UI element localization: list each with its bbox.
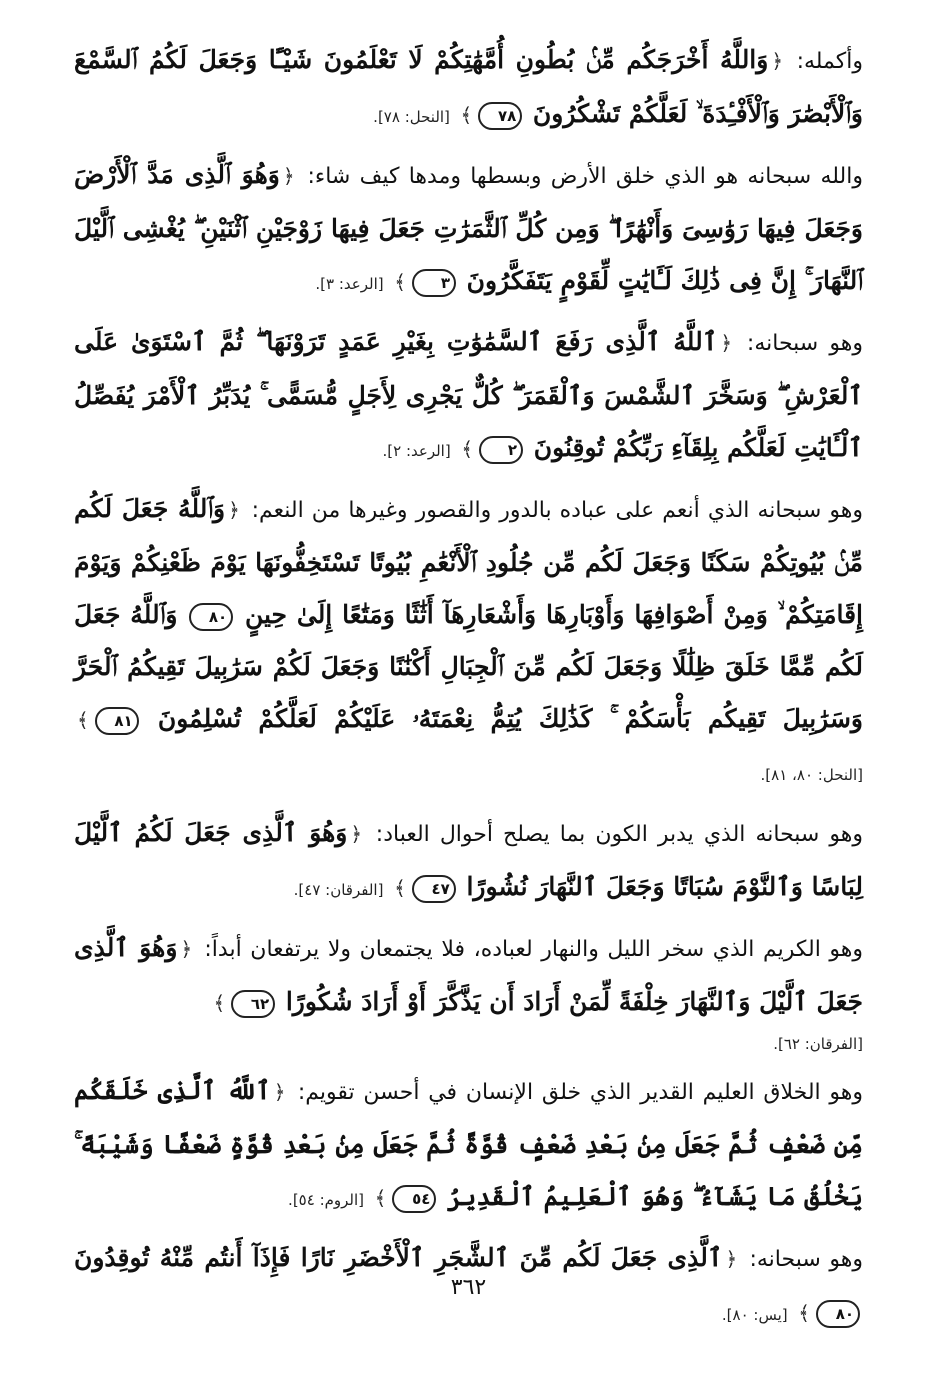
verse-reference: [يس: ٨٠]. — [721, 1306, 788, 1324]
verse-open-ornament: ﴿ — [228, 498, 240, 522]
verse-reference: [النحل: ٨٠، ٨١]. — [760, 766, 863, 784]
quran-verse: ٱللَّهُ ٱلَّذِى رَفَعَ ٱلسَّمَٰوَٰتِ بِغَيْرِ عَمَدٍ تَرَوْنَهَا ۖ ثُمَّ ٱسْتَوَىٰ عَلَى ٱلْعَرْشِ ۖ وَسَخَّرَ ٱلشَّمْسَ وَٱلْقَمَرَ ۖ كُلٌّ يَجْرِى لِأَجَلٍ مُّسَمًّى ۚ يُدَبِّرُ ٱلْأَمْرَ يُفَصِّلُ ٱلْـَٔايَٰتِ لَعَلَّكُم بِلِقَآءِ رَبِّكُمْ تُوقِنُونَ — [74, 327, 863, 462]
paragraph-4 — [74, 483, 863, 801]
intro-text: وهو الخلاق العليم القدير الذي خلق الإنسان في أحسن تقويم: — [297, 1080, 863, 1105]
paragraph-7 — [74, 1065, 863, 1226]
verse-open-ornament: ﴿ — [720, 331, 733, 355]
verse-open-ornament: ﴿ — [725, 1247, 738, 1271]
verse-close-ornament: ﴾ — [394, 270, 406, 294]
verse-reference: [الفرقان: ٦٢]. — [773, 1035, 863, 1053]
verse-open-ornament: ﴿ — [273, 1080, 286, 1104]
ayah-number-badge: ٦٢ — [231, 990, 275, 1018]
page-number: ٣٦٢ — [450, 1275, 487, 1300]
quran-verse: ٱلَّذِى جَعَلَ لَكُم مِّنَ ٱلشَّجَرِ ٱلْأَخْضَرِ نَارًا فَإِذَآ أَنتُم مِّنْهُ تُوقِدُونَ — [74, 1243, 723, 1272]
verse-close-ornament: ﴾ — [213, 991, 226, 1015]
ayah-number-badge: ٢ — [479, 436, 523, 464]
intro-text: وهو سبحانه: — [749, 1247, 863, 1272]
verse-reference: [الروم: ٥٤]. — [288, 1191, 365, 1209]
verse-close-ornament: ﴾ — [374, 1186, 387, 1210]
paragraph-2 — [74, 149, 863, 310]
paragraph-1 — [74, 34, 863, 143]
verse-open-ornament: ﴿ — [771, 49, 784, 73]
verse-close-ornament: ﴾ — [77, 708, 89, 732]
quran-verse: وَهُوَ ٱلَّذِى جَعَلَ ٱلَّيْلَ وَٱلنَّهَارَ خِلْفَةً لِّمَنْ أَرَادَ أَن يَذَّكَّرَ أَوْ أَرَادَ شُكُورًا — [74, 933, 863, 1016]
paragraph-6 — [74, 922, 863, 1059]
ayah-number-badge: ٤٧ — [412, 875, 456, 903]
verse-close-ornament: ﴾ — [460, 103, 473, 127]
quran-verse: وَاللَّهُ أَخْرَجَكُم مِّنۢ بُطُونِ أُمَّهَٰتِكُمْ لَا تَعْلَمُونَ شَيْـًٔا وَجَعَلَ لَكُمُ ٱلسَّمْعَ وَٱلْأَبْصَٰرَ وَٱلْأَفْـِٔدَةَ ۙ لَعَلَّكُمْ تَشْكُرُونَ — [74, 45, 863, 128]
verse-reference: [النحل: ٧٨]. — [373, 108, 450, 126]
quran-verse-continued: وَٱللَّهُ جَعَلَ لَكُم مِّمَّا خَلَقَ ظِلَٰلًا وَجَعَلَ لَكُم مِّنَ ٱلْجِبَالِ أَكْنَٰنًا وَجَعَلَ لَكُمْ سَرَٰبِيلَ تَقِيكُمُ ٱلْحَرَّ وَسَرَٰبِيلَ تَقِيكُم بَأْسَكُمْ ۚ كَذَٰلِكَ يُتِمُّ نِعْمَتَهُۥ عَلَيْكُمْ لَعَلَّكُمْ تُسْلِمُونَ — [74, 600, 863, 733]
intro-text: وهو سبحانه الذي يدبر الكون بما يصلح أحوال العباد: — [375, 822, 863, 847]
ayah-number-badge: ٥٤ — [392, 1185, 436, 1213]
verse-close-ornament: ﴾ — [394, 876, 406, 900]
verse-reference: [الرعد: ٢]. — [382, 442, 451, 460]
verse-open-ornament: ﴿ — [282, 164, 295, 188]
verse-close-ornament: ﴾ — [461, 437, 474, 461]
intro-text: وأكمله: — [796, 49, 863, 74]
ayah-number-badge: ٣ — [412, 269, 456, 297]
ayah-number-badge: ٨٠ — [816, 1300, 860, 1328]
verse-reference: [الفرقان: ٤٧]. — [293, 881, 384, 899]
verse-close-ornament: ﴾ — [798, 1301, 810, 1325]
verse-open-ornament: ﴿ — [350, 822, 363, 846]
paragraph-3 — [74, 316, 863, 477]
quran-verse: ٱللَّهُ ٱلَّذِى خَلَقَكُم مِّن ضَعْفٍ ثُمَّ جَعَلَ مِنۢ بَعْدِ ضَعْفٍ قُوَّةً ثُمَّ جَعَلَ مِنۢ بَعْدِ قُوَّةٍ ضَعْفًا وَشَيْبَةً ۚ يَخْلُقُ مَا يَشَآءُ ۖ وَهُوَ ٱلْعَلِيمُ ٱلْقَدِيرُ — [74, 1076, 863, 1211]
quran-verse: وَهُوَ ٱلَّذِى جَعَلَ لَكُمُ ٱلَّيْلَ لِبَاسًا وَٱلنَّوْمَ سُبَاتًا وَجَعَلَ ٱلنَّهَارَ نُشُورًا — [74, 818, 863, 901]
verse-reference: [الرعد: ٣]. — [315, 275, 384, 293]
ayah-number-badge: ٧٨ — [478, 102, 522, 130]
ayah-number-badge: ٨١ — [95, 707, 139, 735]
paragraph-5 — [74, 807, 863, 916]
quran-verse: وَٱللَّهُ جَعَلَ لَكُم مِّنۢ بُيُوتِكُمْ سَكَنًا وَجَعَلَ لَكُم مِّن جُلُودِ ٱلْأَنْعَٰمِ بُيُوتًا تَسْتَخِفُّونَهَا يَوْمَ ظَعْنِكُمْ وَيَوْمَ إِقَامَتِكُمْ ۙ وَمِنْ أَصْوَافِهَا وَأَوْبَارِهَا وَأَشْعَارِهَآ أَثَٰثًا وَمَتَٰعًا إِلَىٰ حِينٍ — [74, 494, 863, 629]
intro-text: وهو سبحانه: — [746, 331, 863, 356]
quran-verse: وَهُوَ ٱلَّذِى مَدَّ ٱلْأَرْضَ وَجَعَلَ فِيهَا رَوَٰسِىَ وَأَنْهَٰرًا ۖ وَمِن كُلِّ ٱلثَّمَرَٰتِ جَعَلَ فِيهَا زَوْجَيْنِ ٱثْنَيْنِ ۖ يُغْشِى ٱلَّيْلَ ٱلنَّهَارَ ۚ إِنَّ فِى ذَٰلِكَ لَـَٔايَٰتٍ لِّقَوْمٍ يَتَفَكَّرُونَ — [74, 160, 863, 295]
intro-text: والله سبحانه هو الذي خلق الأرض وبسطها ومدها كيف شاء: — [307, 164, 864, 189]
intro-text: وهو الكريم الذي سخر الليل والنهار لعباده، فلا يجتمعان ولا يرتفعان أبداً: — [204, 937, 863, 962]
ayah-number-badge: ٨٠ — [189, 603, 233, 631]
verse-open-ornament: ﴿ — [180, 937, 193, 961]
intro-text: وهو سبحانه الذي أنعم على عباده بالدور والقصور وغيرها من النعم: — [251, 498, 864, 523]
